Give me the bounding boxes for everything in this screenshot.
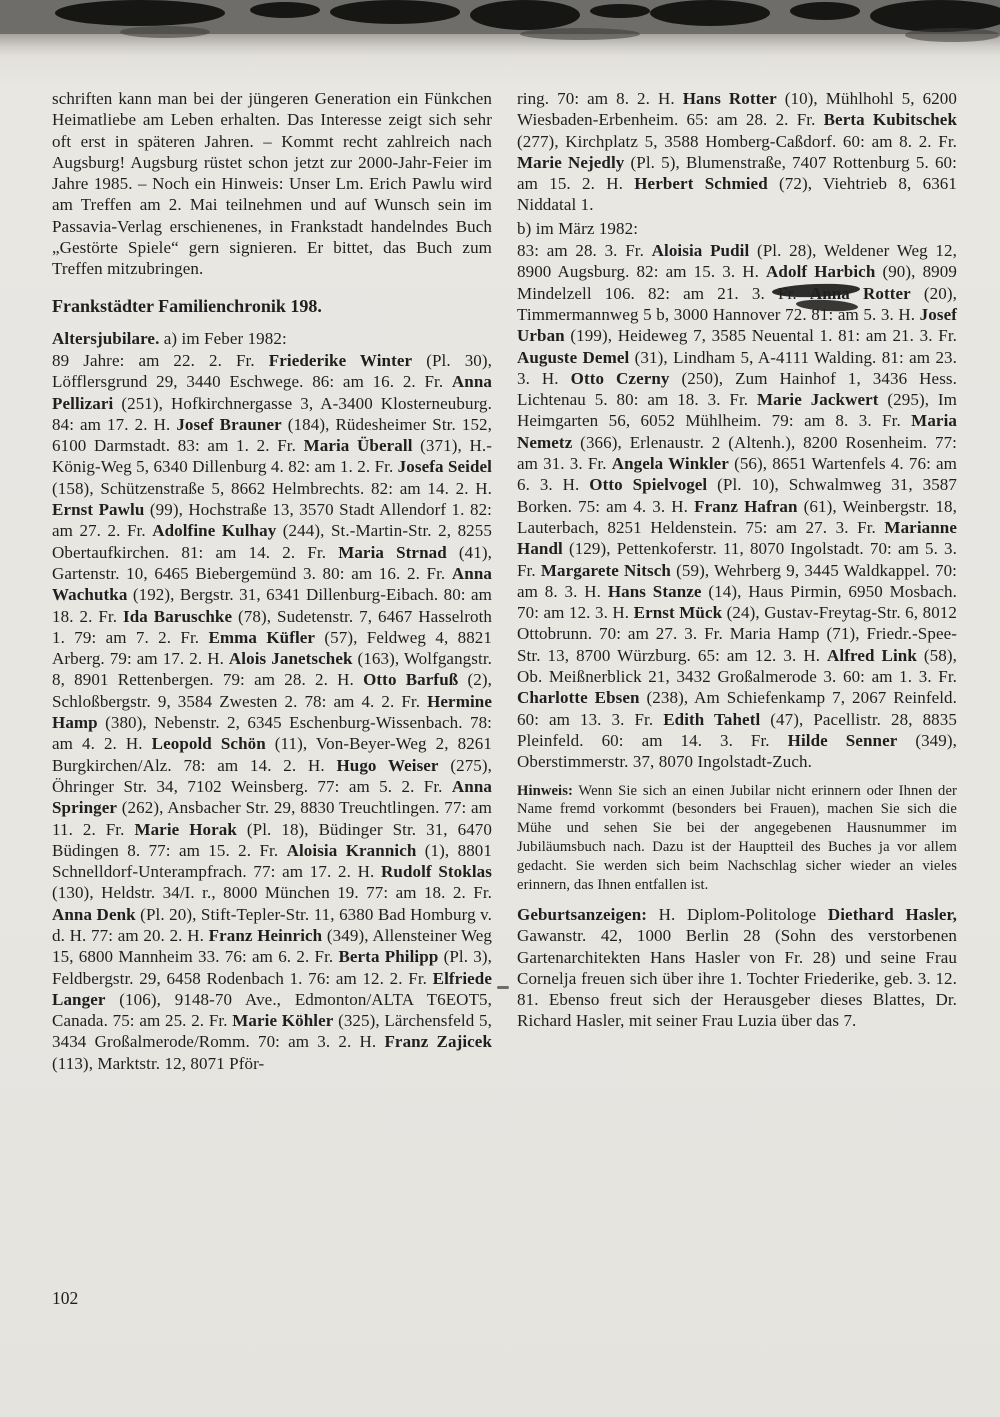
section-heading: Frankstädter Familienchronik 198. <box>52 295 322 316</box>
scan-artifact <box>790 2 860 20</box>
geburtsanzeigen-paragraph: Geburtsanzeigen: H. Diplom-Politologe Diethard Hasler, Gawanstr. 42, 1000 Berlin 28 (Sohn des verstorbenen Gartenarchitekten Hans Hasler von Fr. 28) und seine Frau Cornelja freuen sich über ihre 1. Tochter Friederike, geb. 3. 12. 81. Ebenso freut sich der Herausgeber dieses Blattes, Dr. Richard Hasler, mit seiner Frau Luzia über das 7. <box>517 904 957 1031</box>
scan-artifact <box>250 2 320 18</box>
scan-artifact <box>55 0 225 26</box>
scan-artifact <box>330 0 460 24</box>
right-column <box>517 88 957 1032</box>
page-number: 102 <box>52 1288 79 1308</box>
intro-paragraph: schriften kann man bei der jüngeren Generation ein Fünkchen Heimatliebe am Leben erhalten. Das Interesse zeigt sich sehr oft erst in späteren Jahren. – Kommt recht zahlreich nach Augsburg! Augsburg rüstet schon jetzt zur 2000-Jahr-Feier im Jahre 1985. – Noch ein Hinweis: Unser Lm. Erich Pawlu wird am Treffen am 2. Mai teilnehmen und auf Wunsch sein im Passavia-Verlag erschienenes, in Frankstadt handelndes Buch „Gestörte Spiele“ gern signieren. Er bittet, das Buch zum Treffen mitzubringen. <box>52 89 492 279</box>
left-column <box>52 88 492 1074</box>
scan-artifact <box>905 28 1000 42</box>
scan-artifact <box>870 0 1000 32</box>
margin-mark-artifact <box>497 986 509 989</box>
feber-jubilare-paragraph: 89 Jahre: am 22. 2. Fr. Friederike Winter (Pl. 30), Löfflersgrund 29, 3440 Eschwege. 86: am 16. 2. Fr. Anna Pellizari (251), Hofkirchnergasse 3, A-3400 Klosterneuburg. 84: am 17. 2. H. Josef Brauner (184), Rüdesheimer Str. 152, 6100 Darmstadt. 83: am 1. 2. Fr. Maria Überall (371), H.-König-Weg 5, 6340 Dillenburg 4. 82: am 1. 2. Fr. Josefa Seidel (158), Schützenstraße 5, 8662 Helmbrechts. 82: am 14. 2. H. Ernst Pawlu (99), Hochstraße 13, 3570 Stadt Allendorf 1. 82: am 27. 2. Fr. Adolfine Kulhay (244), St.-Martin-Str. 2, 8255 Obertaufkirchen. 81: am 14. 2. Fr. Maria Strnad (41), Gartenstr. 10, 6465 Biebergemünd 3. 80: am 16. 2. Fr. Anna Wachutka (192), Bergstr. 31, 6341 Dillenburg-Eibach. 80: am 18. 2. Fr. Ida Baruschke (78), Sudetenstr. 7, 6467 Hasselroth 1. 79: am 7. 2. Fr. Emma Küfler (57), Feldweg 4, 8821 Arberg. 79: am 17. 2. H. Alois Janetschek (163), Wolfgangstr. 8, 8901 Rettenbergen. 79: am 28. 2. H. Otto Barfuß (2), Schloßbergstr. 9, 3584 Zwesten 2. 78: am 4. 2. Fr. Hermine Hamp (380), Nebenstr. 2, 6345 Eschenburg-Wissenbach. 78: am 4. 2. H. Leopold Schön (11), Von-Beyer-Weg 2, 8261 Burgkirchen/Alz. 78: am 14. 2. H. Hugo Weiser (275), Öhringer Str. 34, 7102 Weinsberg. 77: am 5. 2. Fr. Anna Springer (262), Ansbacher Str. 29, 8830 Treuchtlingen. 77: am 11. 2. Fr. Marie Horak (Pl. 18), Büdinger Str. 31, 6470 Büdingen 8. 77: am 15. 2. Fr. Aloisia Krannich (1), 8801 Schnelldorf-Unterampfrach. 77: am 17. 2. H. Rudolf Stoklas (130), Heldstr. 34/I. r., 8000 München 19. 77: am 18. 2. Fr. Anna Denk (Pl. 20), Stift-Tepler-Str. 11, 6380 Bad Homburg v. d. H. 77: am 20. 2. H. Franz Heinrich (349), Allensteiner Weg 15, 6800 Mannheim 33. 76: am 6. 2. Fr. Berta Philipp (Pl. 3), Feldbergstr. 29, 6458 Rodenbach 1. 76: am 12. 2. Fr. Elfriede Langer (106), 9148-70 Ave., Edmonton/ALTA T6EOT5, Canada. 75: am 25. 2. Fr. Marie Köhler (325), Lärchensfeld 5, 3434 Großalmerode/Romm. 70: am 3. 2. H. Franz Zajicek (113), Marktstr. 12, 8071 Pför- <box>52 350 493 1073</box>
scan-artifact <box>520 28 640 40</box>
hinweis-paragraph: Hinweis: Wenn Sie sich an einen Jubilar nicht erinnern oder Ihnen der Name fremd vorkommt (besonders bei Frauen), machen Sie sich die Mühe und sehen Sie bei der angegebenen Hausnummer im Jubiläumsbuch nach. Dazu ist der Hauptteil des Buches ja vor allem gedacht. Sie werden sich beim Nachschlag sicher wieder an vieles erinnern, das Ihnen entfallen ist. <box>517 782 957 894</box>
scan-artifact <box>650 0 770 26</box>
scan-artifact <box>120 26 210 38</box>
scan-artifact <box>470 0 580 30</box>
scan-artifact <box>590 4 650 18</box>
maerz-jubilare-paragraph: 83: am 28. 3. Fr. Aloisia Pudil (Pl. 28), Weldener Weg 12, 8900 Augsburg. 82: am 15. 3. H. Adolf Harbich (90), 8909 Mindelzell 106. 82: am 21. 3. Fr. Anna Rotter (20), Timmermannweg 5 b, 3000 Hannover 72. 81: am 5. 3. H. Josef Urban (199), Heideweg 7, 3585 Neuental 1. 81: am 21. 3. Fr. Auguste Demel (31), Lindham 5, A-4111 Walding. 81: am 23. 3. H. Otto Czerny (250), Zum Hainhof 1, 3436 Hess. Lichtenau 5. 80: am 18. 3. Fr. Marie Jackwert (295), Im Heimgarten 56, 6052 Mühlheim. 79: am 8. 3. Fr. Maria Nemetz (366), Erlenaustr. 2 (Altenh.), 8200 Rosenheim. 77: am 31. 3. Fr. Angela Winkler (56), 8651 Wartenfels 4. 76: am 6. 3. H. Otto Spielvogel (Pl. 10), Schwalmweg 31, 3587 Borken. 75: am 4. 3. H. Franz Hafran (61), Weinbergstr. 18, Lauterbach, 8251 Heldenstein. 75: am 27. 3. Fr. Marianne Handl (129), Pettenkoferstr. 11, 8070 Ingolstadt. 70: am 5. 3. Fr. Margarete Nitsch (59), Wehrberg 9, 3445 Waldkappel. 70: am 8. 3. H. Hans Stanze (14), Haus Pirmin, 6950 Mosbach. 70: am 12. 3. H. Ernst Mück (24), Gustav-Freytag-Str. 6, 8012 Ottobrunn. 70: am 27. 3. Fr. Maria Hamp (71), Friedr.-Spee-Str. 13, 8700 Würzburg. 65: am 12. 3. H. Alfred Link (58), Ob. Meißnerblick 21, 3432 Großalmerode 3. 60: am 1. 3. Fr. Charlotte Ebsen (238), Am Schiefenkamp 7, 2067 Reinfeld. 60: am 13. 3. Fr. Edith Tahetl (47), Pacellistr. 28, 8835 Pleinfeld. 60: am 14. 3. Fr. Hilde Senner (349), Oberstimmerstr. 37, 8070 Ingolstadt-Zuch. <box>517 241 958 772</box>
maerz-heading: b) im März 1982: <box>517 218 639 238</box>
feber-continued-paragraph: ring. 70: am 8. 2. H. Hans Rotter (10), Mühlhohl 5, 6200 Wiesbaden-Erbenheim. 65: am 28. 2. Fr. Berta Kubitschek (277), Kirchplatz 5, 3588 Homberg-Caßdorf. 60: am 8. 2. Fr. Marie Nejedly (Pl. 5), Blumenstraße, 7407 Rottenburg 5. 60: am 15. 2. H. Herbert Schmied (72), Viehtrieb 8, 6361 Niddatal 1. <box>517 89 958 215</box>
altersjubilare-heading: Altersjubilare. a) im Feber 1982: <box>52 328 287 348</box>
